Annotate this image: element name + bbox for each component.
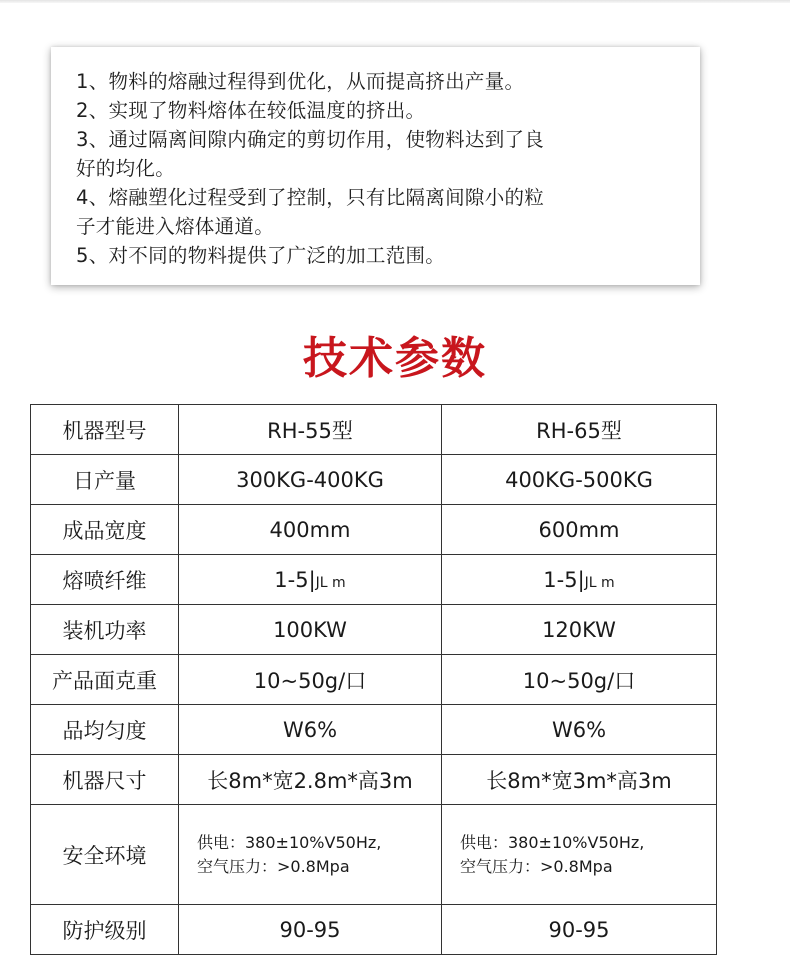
table-cell-label: 日产量	[31, 455, 179, 505]
table-cell-value: 10~50g/口	[442, 655, 717, 705]
air-pressure-text: 空气压力：>0.8Mpa	[460, 856, 613, 876]
table-cell-label: 机器尺寸	[31, 755, 179, 805]
table-cell-value: 10~50g/口	[179, 655, 442, 705]
feature-line: 4、熔融塑化过程受到了控制，只有比隔离间隙小的粒	[76, 186, 545, 209]
table-cell-label: 机器型号	[31, 405, 179, 455]
table-cell-value: 长8m*宽3m*高3m	[442, 755, 717, 805]
table-cell-value: 600mm	[442, 505, 717, 555]
feature-line: 2、实现了物料熔体在较低温度的挤出。	[76, 99, 426, 122]
table-cell-value: 90-95	[442, 905, 717, 955]
table-cell-value: 120KW	[442, 605, 717, 655]
feature-line: 1、物料的熔融过程得到优化，从而提高挤出产量。	[76, 70, 525, 93]
table-cell-label: 产品面克重	[31, 655, 179, 705]
section-title: 技术参数	[303, 333, 487, 384]
air-pressure-text: 空气压力：>0.8Mpa	[197, 856, 350, 876]
table-row	[31, 705, 717, 755]
table-cell-value: 长8m*宽2.8m*高3m	[179, 755, 442, 805]
table-cell-label: 装机功率	[31, 605, 179, 655]
table-row	[31, 655, 717, 705]
table-header-row	[31, 405, 717, 455]
table-row	[31, 805, 717, 905]
feature-line: 3、通过隔离间隙内确定的剪切作用，使物料达到了良	[76, 128, 545, 151]
table-row	[31, 555, 717, 605]
power-supply-text: 供电：380±10%V50Hz,	[460, 832, 645, 852]
table-cell-value: RH-55型	[179, 405, 442, 455]
fiber-size-value: 1-5|	[543, 567, 585, 592]
table-row	[31, 905, 717, 955]
table-cell-value	[442, 555, 717, 605]
fiber-size-unit: JL m	[315, 574, 346, 591]
features-card	[51, 47, 700, 285]
table-cell-value: 100KW	[179, 605, 442, 655]
feature-line: 好的均化。	[76, 157, 176, 180]
table-row	[31, 455, 717, 505]
feature-line: 子才能进入熔体通道。	[76, 215, 275, 238]
table-cell-value: 300KG-400KG	[179, 455, 442, 505]
table-row	[31, 605, 717, 655]
fiber-size-value: 1-5|	[274, 567, 316, 592]
feature-line: 5、对不同的物料提供了广泛的加工范围。	[76, 244, 446, 267]
table-cell-value	[179, 805, 442, 905]
table-cell-value: 90-95	[179, 905, 442, 955]
table-cell-value: 400mm	[179, 505, 442, 555]
table-cell-value: RH-65型	[442, 405, 717, 455]
table-cell-label: 品均匀度	[31, 705, 179, 755]
table-cell-value: W6%	[179, 705, 442, 755]
power-supply-text: 供电：380±10%V50Hz,	[197, 832, 382, 852]
table-row	[31, 755, 717, 805]
table-cell-label: 成品宽度	[31, 505, 179, 555]
table-cell-value: 400KG-500KG	[442, 455, 717, 505]
table-cell-label: 防护级别	[31, 905, 179, 955]
table-cell-label: 熔喷纤维	[31, 555, 179, 605]
table-cell-value	[179, 555, 442, 605]
table-cell-label: 安全环境	[31, 805, 179, 905]
table-cell-value	[442, 805, 717, 905]
fiber-size-unit: JL m	[584, 574, 615, 591]
spec-table	[30, 404, 717, 955]
top-divider	[0, 0, 790, 3]
table-row	[31, 505, 717, 555]
table-cell-value: W6%	[442, 705, 717, 755]
